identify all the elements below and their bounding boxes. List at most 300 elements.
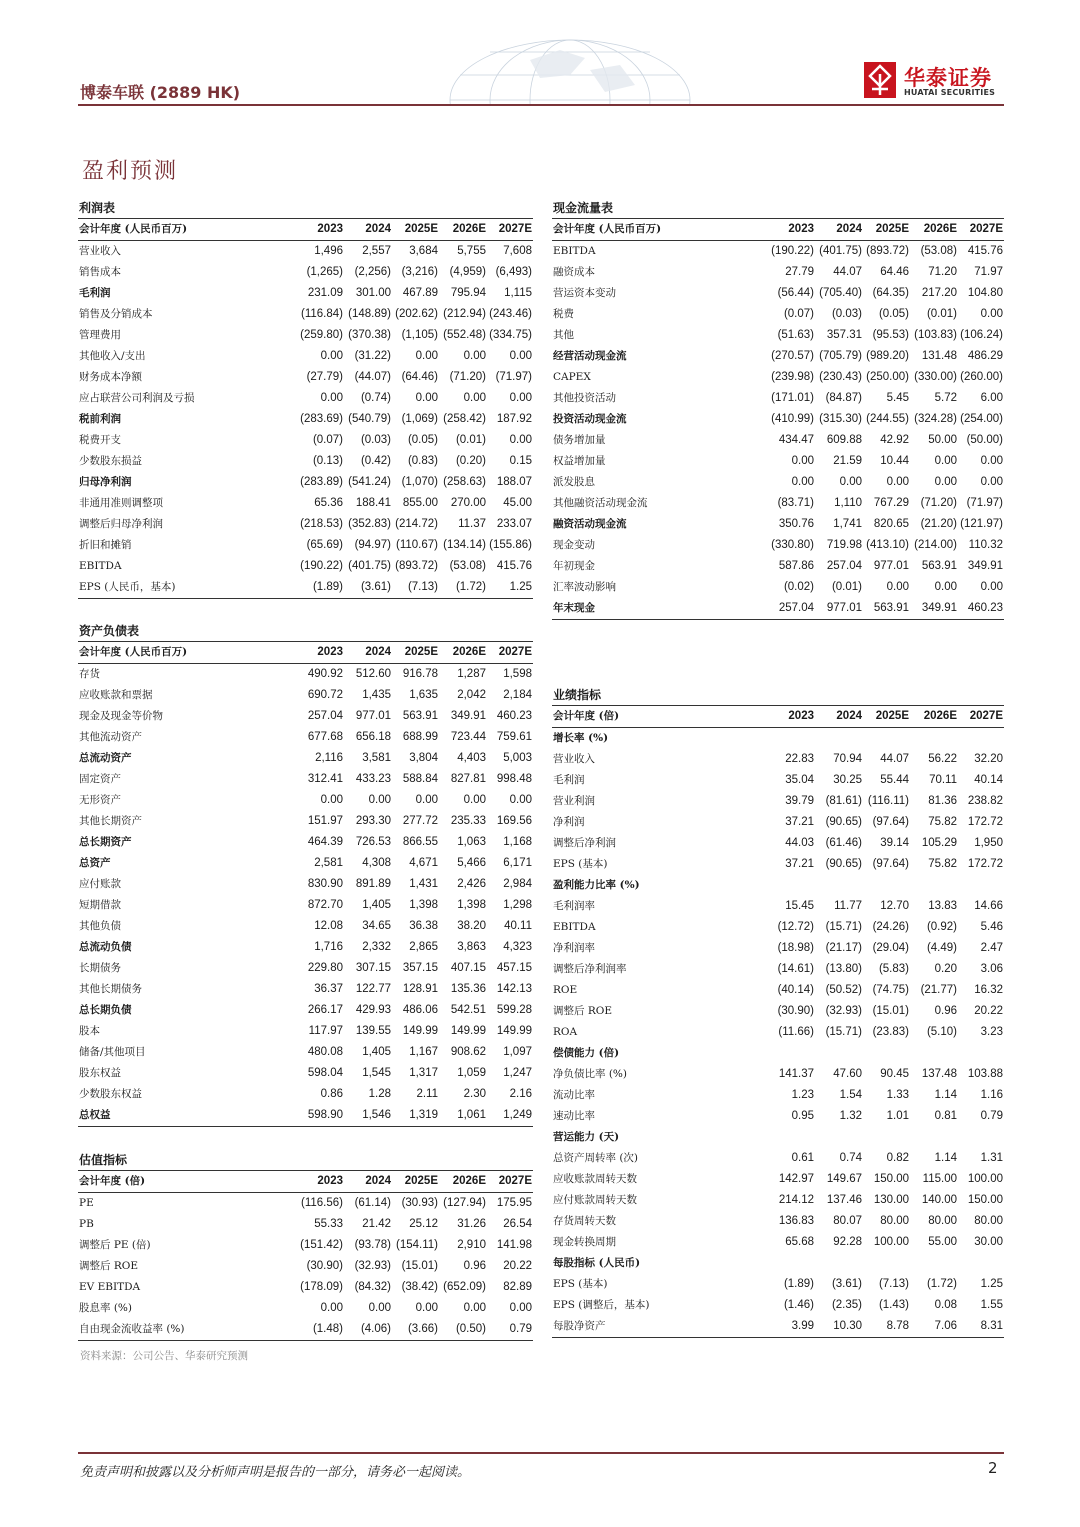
cell-value: (315.30) [819,413,862,425]
row-label: 流动比率 [553,1089,595,1101]
cell-value: 1,398 [457,899,486,911]
cell-value: (21.77) [920,984,957,996]
cell-value: 104.80 [967,287,1003,299]
cell-value: 0.79 [980,1110,1003,1122]
cell-value: 2.11 [416,1088,438,1100]
cell-value: 150.00 [967,1194,1003,1206]
row-label: 管理费用 [79,329,121,341]
cell-value: 0.96 [463,1260,486,1272]
row-label: 存货 [79,668,100,680]
cell-value: (3.66) [407,1323,438,1335]
cell-value: (258.42) [443,413,486,425]
row-label: EPS (基本) [553,1278,608,1290]
cell-value: 0.00 [509,392,532,404]
cell-value [815,1043,863,1064]
cell-value: 609.88 [826,434,862,446]
table-row [552,556,1004,577]
cell-value: 0.00 [934,581,957,593]
cell-value: (259.80) [300,329,343,341]
cell-value: 357.31 [826,329,862,341]
cell-value [815,875,863,896]
logo-english-name: HUATAI SECURITIES [904,88,996,97]
cell-value [815,1127,863,1148]
cell-value: 415.76 [967,245,1003,257]
cell-value: (4,959) [449,266,486,278]
cell-value [958,875,1004,896]
cell-value: (2.35) [831,1299,862,1311]
table-row [78,706,533,727]
column-header-year: 2026E [923,223,957,235]
cell-value: (116.11) [867,795,909,807]
cell-value: (5.10) [926,1026,957,1038]
table-row [552,833,1004,854]
cell-value: (0.07) [783,308,814,320]
table-row [78,346,533,367]
cell-value: 12.08 [314,920,343,932]
cell-value: (23.83) [872,1026,909,1038]
cell-value: 1,247 [503,1067,532,1079]
cell-value: (212.94) [443,308,486,320]
cell-value: 122.77 [355,983,391,995]
cell-value: (989.20) [866,350,909,362]
row-label: 毛利润 [79,287,111,299]
cell-value: 307.15 [355,962,391,974]
cell-value: 110.32 [968,539,1003,551]
cell-value: 0.00 [886,581,909,593]
cell-value: 2,042 [457,689,486,701]
row-label: 净负债比率 (%) [553,1068,628,1080]
cell-value: (71.20) [920,497,957,509]
table-row [78,853,533,874]
cell-value: (1.89) [312,581,343,593]
cell-value: 0.00 [839,476,862,488]
cell-value: (3.61) [360,581,391,593]
balance-sheet-title: 资产负债表 [78,622,533,642]
cell-value: 37.21 [785,816,814,828]
cell-value: 26.54 [503,1218,532,1230]
row-label: 其他流动资产 [79,731,142,743]
cell-value: 140.00 [921,1194,957,1206]
cell-value: 5.45 [886,392,909,404]
cell-value: (12.72) [777,921,814,933]
page-number: 2 [988,1459,998,1477]
cell-value: 457.15 [496,962,532,974]
cell-value: (116.56) [301,1197,343,1209]
row-label: 税费开支 [79,434,121,446]
row-label: 应付账款周转天数 [553,1194,637,1206]
cell-value: 115.00 [922,1173,957,1185]
cell-value: (84.87) [825,392,862,404]
cell-value: 22.83 [785,753,814,765]
cell-value: (1.46) [783,1299,814,1311]
cell-value: 1,059 [457,1067,486,1079]
row-label: 调整后净利润 [553,837,616,849]
cell-value: 8.78 [886,1320,909,1332]
cell-value: 486.29 [967,350,1003,362]
table-row [78,769,533,790]
row-label: 每股指标 (人民币) [553,1257,641,1269]
cell-value: (0.01) [455,434,486,446]
cell-value: (50.52) [825,984,862,996]
row-label: 股息率 (%) [79,1302,133,1314]
table-row [552,1106,1004,1127]
globe-watermark-icon [420,30,720,105]
cell-value: (90.65) [825,858,862,870]
cell-value: 2.16 [509,1088,532,1100]
cell-value: 82.89 [503,1281,532,1293]
column-header-label: 会计年度 (人民币百万) [553,223,662,235]
row-label: 税费 [553,308,574,320]
cell-value: (15.01) [872,1005,909,1017]
row-label: 应收账款周转天数 [553,1173,637,1185]
table-row [78,748,533,769]
cell-value: (0.05) [407,434,438,446]
column-header-year: 2025E [404,1175,438,1187]
cell-value: 5,003 [503,752,532,764]
cell-value: 723.44 [450,731,486,743]
cell-value: (893.72) [866,245,909,257]
cell-value: 5.72 [934,392,957,404]
cell-value [863,1253,910,1274]
table-row [552,1148,1004,1169]
cell-value: 598.90 [307,1109,343,1121]
cell-value: 131.48 [921,350,957,362]
cell-value: 5,466 [457,857,486,869]
cell-value [958,728,1004,750]
cell-value: 130.00 [873,1194,909,1206]
table-row [78,451,533,472]
cell-value: (258.63) [443,476,486,488]
cell-value: 2,910 [457,1239,486,1251]
row-label: 总长期资产 [79,836,132,848]
cell-value: 30.25 [833,774,862,786]
cell-value: (214.72) [395,518,438,530]
cell-value: 80.00 [880,1215,909,1227]
cell-value: (40.14) [777,984,814,996]
cell-value: 188.41 [355,497,391,509]
cell-value: 0.61 [791,1152,814,1164]
column-header-year: 2027E [969,710,1003,722]
cell-value: 65.36 [314,497,343,509]
cell-value: (3,216) [401,266,438,278]
row-label: 调整后 PE (倍) [79,1239,151,1251]
cell-value: 149.99 [402,1025,438,1037]
cell-value: 2,984 [503,878,532,890]
row-label: 销售成本 [79,266,121,278]
cell-value: (334.75) [489,329,532,341]
footer-divider [78,1452,1004,1454]
cell-value: 80.00 [928,1215,957,1227]
table-row [78,1214,533,1235]
cell-value: 0.00 [509,434,532,446]
cell-value: 35.04 [785,774,814,786]
cell-value: 231.09 [307,287,343,299]
cell-value: 0.00 [509,794,532,806]
cell-value: (61.14) [354,1197,391,1209]
row-label: 应收账款和票据 [79,689,153,701]
cell-value: (250.00) [866,371,909,383]
cell-value: 0.00 [320,794,343,806]
column-header-year: 2026E [452,1175,486,1187]
page-title: 盈利预测 [82,159,179,184]
row-label: 股本 [79,1025,100,1037]
row-label: 营业收入 [79,245,121,257]
cell-value: 1,546 [362,1109,391,1121]
table-row [78,241,533,263]
cell-value: 0.96 [934,1005,957,1017]
cell-value: 0.15 [509,455,532,467]
cell-value: 238.82 [967,795,1003,807]
cell-value: 100.00 [873,1236,909,1248]
cell-value: 14.66 [974,900,1003,912]
cell-value: 42.92 [880,434,909,446]
column-header-year: 2024 [836,710,862,722]
cell-value: 139.55 [355,1025,391,1037]
table-row [552,598,1004,620]
cell-value: 0.00 [320,392,343,404]
cell-value: (244.55) [866,413,909,425]
cell-value: 105.29 [921,837,957,849]
cell-value: (56.44) [777,287,814,299]
cell-value: (50.00) [966,434,1003,446]
cell-value: 55.33 [314,1218,343,1230]
table-row [552,304,1004,325]
cell-value: 0.00 [509,1302,532,1314]
row-label: EBITDA [553,245,596,257]
cell-value: (148.89) [348,308,391,320]
cash-flow-table [552,219,1004,620]
cell-value: 599.28 [496,1004,532,1016]
cell-value: 1.54 [839,1089,862,1101]
cell-value: 175.95 [496,1197,532,1209]
cell-value: 40.11 [504,920,532,932]
cell-value: 233.07 [496,518,532,530]
row-label: 增长率 (%) [553,732,609,744]
row-label: 短期借款 [79,899,121,911]
cell-value: 235.33 [450,815,486,827]
cell-value: 855.00 [402,497,438,509]
cell-value: 434.47 [778,434,814,446]
cell-value: 490.92 [307,668,343,680]
cell-value: 977.01 [826,602,862,614]
income-statement-section [78,199,533,599]
cell-value: 34.65 [362,920,391,932]
column-header-year: 2023 [788,710,814,722]
cell-value: (171.01) [771,392,814,404]
cell-value: 21.59 [833,455,862,467]
table-header-row [78,642,533,664]
table-row [78,388,533,409]
row-label: 偿债能力 (倍) [553,1047,620,1059]
cell-value: 486.06 [402,1004,438,1016]
cell-value: (21.20) [920,518,957,530]
cell-value: 1,167 [409,1046,438,1058]
cell-value: 142.97 [778,1173,814,1185]
cell-value: 30.00 [974,1236,1003,1248]
table-row [78,535,533,556]
cell-value: 0.95 [791,1110,814,1122]
cell-value: 64.46 [880,266,909,278]
cell-value [910,1253,958,1274]
cell-value [815,1253,863,1274]
row-label: 速动比率 [553,1110,595,1122]
column-header-year: 2025E [404,223,438,235]
cell-value [910,875,958,896]
column-header-year: 2023 [317,1175,343,1187]
cell-value: 270.00 [450,497,486,509]
cell-value: 350.76 [778,518,814,530]
cell-value: 2,426 [457,878,486,890]
cell-value: 2.30 [463,1088,486,1100]
cell-value: 312.41 [307,773,343,785]
cell-value: 137.46 [826,1194,862,1206]
cell-value: 0.00 [415,1302,438,1314]
cell-value: (1,070) [401,476,438,488]
cell-value: 1,317 [409,1067,438,1079]
cell-value: 1.28 [368,1088,391,1100]
table-row [552,728,1004,750]
cell-value: (705.40) [819,287,862,299]
table-row [552,749,1004,770]
cell-value: (106.24) [960,329,1003,341]
cell-value: 257.04 [826,560,862,572]
table-row [78,1042,533,1063]
column-header-label: 会计年度 (人民币百万) [79,223,188,235]
table-row [552,409,1004,430]
cell-value: 977.01 [355,710,391,722]
cell-value: 100.00 [967,1173,1003,1185]
table-row [78,1084,533,1105]
row-label: 毛利润 [553,774,585,786]
cell-value: (202.62) [395,308,438,320]
cell-value: 187.92 [496,413,532,425]
row-label: 少数股东损益 [79,455,142,467]
cell-value: 2.47 [980,942,1003,954]
cell-value: 71.97 [974,266,1003,278]
cell-value: (0.20) [455,455,486,467]
performance-metrics-title: 业绩指标 [552,686,1004,706]
cell-value: 598.04 [307,1067,343,1079]
cell-value: 726.53 [355,836,391,848]
cell-value: (14.61) [777,963,814,975]
table-row [78,1193,533,1215]
table-row [78,556,533,577]
row-label: 汇率波动影响 [553,581,616,593]
cell-value: (0.50) [455,1323,486,1335]
row-label: 其他负债 [79,920,121,932]
cell-value: 908.62 [450,1046,486,1058]
cell-value: (352.83) [348,518,391,530]
cell-value: 15.45 [785,900,814,912]
table-header-row [552,219,1004,241]
cell-value: 117.97 [308,1025,343,1037]
column-header-year: 2026E [452,646,486,658]
cell-value: (214.00) [914,539,957,551]
cell-value: 563.91 [921,560,957,572]
table-row [78,472,533,493]
table-row [552,325,1004,346]
table-row [78,367,533,388]
cell-value: (6,493) [495,266,532,278]
table-row [552,346,1004,367]
cell-value: 891.89 [355,878,391,890]
cell-value: (83.71) [777,497,814,509]
cell-value: (0.83) [407,455,438,467]
cell-value: (74.75) [872,984,909,996]
table-row [552,896,1004,917]
cell-value: 6.00 [980,392,1003,404]
cell-value: 0.00 [980,455,1003,467]
cell-value: 0.00 [415,794,438,806]
table-row [78,283,533,304]
cell-value: 1.14 [934,1152,957,1164]
row-label: 债务增加量 [553,434,606,446]
cell-value: (410.99) [771,413,814,425]
cell-value: (0.92) [926,921,957,933]
valuation-title: 估值指标 [78,1151,533,1171]
cell-value: (541.24) [348,476,391,488]
column-header-year: 2023 [317,223,343,235]
cell-value: 136.83 [778,1215,814,1227]
cell-value: 75.82 [928,816,957,828]
table-row [78,577,533,599]
cell-value: 1.33 [886,1089,909,1101]
row-label: 营业收入 [553,753,595,765]
column-header-year: 2026E [452,223,486,235]
cell-value: 50.00 [928,434,957,446]
cell-value: 47.60 [833,1068,862,1080]
cell-value: 1.16 [980,1089,1003,1101]
row-label: 调整后 ROE [79,1260,139,1272]
row-label: 现金变动 [553,539,595,551]
income-statement-title: 利润表 [78,199,533,219]
table-row [552,535,1004,556]
cell-value: 3,863 [457,941,486,953]
cell-value: 70.94 [833,753,862,765]
row-label: 税前利润 [79,413,121,425]
cell-value: (230.43) [819,371,862,383]
table-row [552,812,1004,833]
huatai-logo-icon [864,62,896,98]
column-header-year: 2024 [365,223,391,235]
cell-value: 20.22 [503,1260,532,1272]
cell-value: 149.99 [496,1025,532,1037]
cell-value: 349.91 [921,602,957,614]
performance-metrics-table [552,706,1004,1338]
cell-value [910,1043,958,1064]
cell-value: (260.00) [960,371,1003,383]
table-row [552,1295,1004,1316]
cell-value: 0.74 [839,1152,862,1164]
column-header-year: 2023 [788,223,814,235]
cell-value: (270.57) [771,350,814,362]
row-label: 自由现金流收益率 (%) [79,1323,185,1335]
cell-value: 656.18 [355,731,391,743]
cell-value: 45.00 [503,497,532,509]
cell-value: 44.07 [833,266,862,278]
cell-value: 1.32 [839,1110,862,1122]
table-row [552,1274,1004,1295]
cell-value: 1,115 [504,287,532,299]
row-label: 长期债务 [79,962,121,974]
cell-value: 188.07 [496,476,532,488]
cell-value: 90.45 [880,1068,909,1080]
cell-value: (90.65) [825,816,862,828]
table-row [552,1001,1004,1022]
cell-value: (15.01) [401,1260,438,1272]
row-label: ROE [553,984,578,996]
column-header-year: 2025E [875,223,909,235]
